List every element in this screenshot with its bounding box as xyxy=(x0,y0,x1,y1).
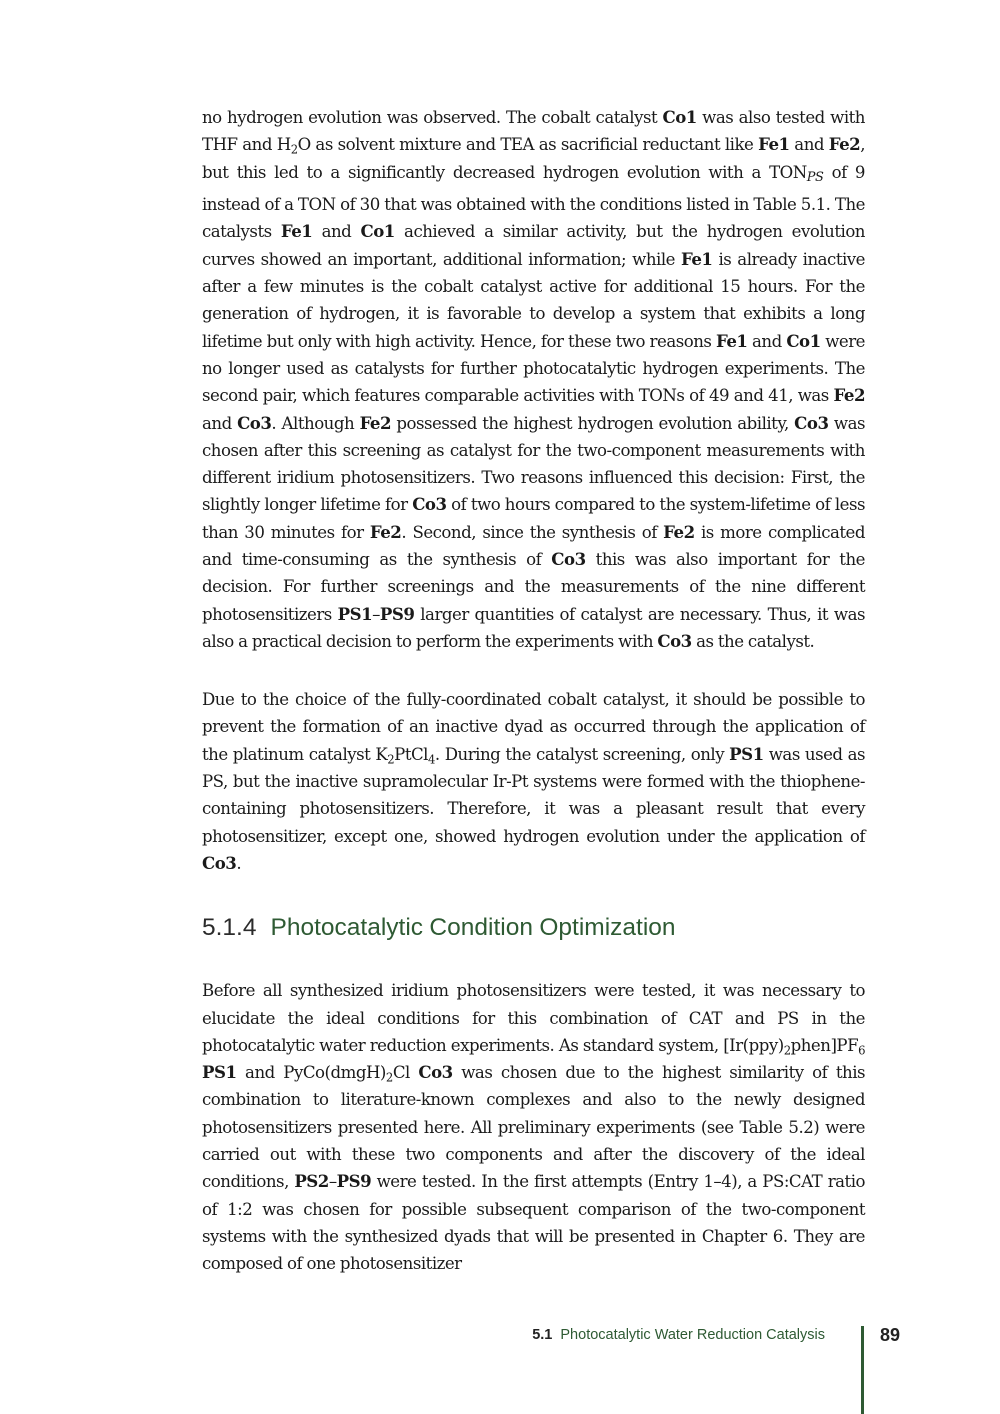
subscript: 4 xyxy=(428,752,435,767)
subscript: 6 xyxy=(858,1043,865,1058)
bold-term: PS9 xyxy=(379,603,415,624)
bold-term: PS2 xyxy=(294,1171,329,1192)
subscript: 2 xyxy=(385,1070,393,1085)
paragraph: no hydrogen evolution was observed. The cobalt catalyst Co1 was also tested with THF and $H_2O$ as solvent mixture and TEA as sacrificial reductant like Fe1 and Fe2, but this led to a significantly decreased hydrogen evolution with a TONPS of 9 instead of a TON of 30 that was obtained with the conditions listed in Table 5.1. The catalysts Fe1 and Co1 achieved a similar activity, but the hydrogen evolution curves showed an important, additional information; while Fe1 is already inactive after a few minutes is the cobalt catalyst active for additional 15 hours. For the generation of hydrogen, it is favorable to develop a system that exhibits a long lifetime but only with high activity. Hence, for these two reasons Fe1 and Co1 were no longer used as catalysts for further photocatalytic hydrogen experiments. The second pair, which features comparable activities with TONs of 49 and 41, was Fe2 and Co3. Although Fe2 possessed the highest hydrogen evolution ability, Co3 was chosen after this screening as catalyst for the two-component measurements with different iridium photosensitizers. Two reasons influenced this decision: First, the slightly longer lifetime for Co3 of two hours compared to the system-lifetime of less than 30 minutes for Fe2. Second, since the synthesis of Fe2 is more complicated and time-consuming as the synthesis of Co3 this was also important for the decision. For further screenings and the measurements of the nine different photosensitizers PS1–PS9 larger quantities of catalyst are necessary. Thus, it was also a practical decision to perform the experiments with Co3 as the catalyst. xyxy=(202,107,866,651)
footer-section-title: Photocatalytic Water Reduction Catalysis xyxy=(560,1327,825,1343)
bold-term: Fe2 xyxy=(369,521,402,542)
bold-term: Co1 xyxy=(360,221,395,242)
bold-term: PS1 xyxy=(337,603,373,624)
bold-term: Fe2 xyxy=(828,134,861,155)
running-footer xyxy=(532,1327,825,1343)
bold-term: Fe2 xyxy=(359,412,392,433)
bold-term: Co3 xyxy=(551,548,586,569)
bold-term: Co3 xyxy=(202,852,237,873)
bold-term: Fe1 xyxy=(280,221,313,242)
bold-term: Co3 xyxy=(657,630,692,651)
bold-term: Co1 xyxy=(786,330,821,351)
bold-term: Co3 xyxy=(412,494,447,515)
bold-term: Fe2 xyxy=(663,521,695,542)
paragraph: Before all synthesized iridium photosensitizers were tested, it was necessary to elucidate the ideal conditions for this combination of CAT and PS in the photocatalytic water reduction experiments. As standard system, $[Ir(ppy)_2phen]PF_6$ PS1 and $PyCo(dmgH)_2Cl$ Co3 was chosen due to the highest similarity of this combination to literature-known complexes and also to the newly designed photosensitizers presented here. All preliminary experiments (see Table 5.2) were carried out with these two components and after the discovery of the ideal conditions, PS2–PS9 were tested. In the first attempts (Entry 1–4), a PS:CAT ratio of 1:2 was chosen for possible subsequent comparison of the two-component systems with the synthesized dyads that will be presented in Chapter 6. They are composed of one photosensitizer xyxy=(202,981,866,1274)
section-number: 5.1.4 xyxy=(202,914,257,942)
page-number: 89 xyxy=(880,1325,901,1345)
bold-term: Co3 xyxy=(794,412,829,433)
bold-term: Co3 xyxy=(237,412,272,433)
bold-term: Co3 xyxy=(418,1062,453,1083)
section-heading xyxy=(202,913,865,943)
bold-term: Fe1 xyxy=(680,248,713,269)
bold-term: PS1 xyxy=(729,743,764,764)
page-body xyxy=(202,104,865,1278)
footer-divider xyxy=(861,1326,864,1414)
bold-term: Co1 xyxy=(662,107,697,127)
bold-term: Fe1 xyxy=(715,330,748,351)
bold-term: PS9 xyxy=(336,1171,372,1192)
subscript: 2 xyxy=(290,142,298,157)
paragraph: Due to the choice of the fully-coordinated cobalt catalyst, it should be possible to prevent the formation of an inactive dyad as occurred through the application of the platinum catalyst $K_2PtCl_4$. During the catalyst screening, only PS1 was used as PS, but the inactive supramolecular Ir-Pt systems were formed with the thiophene-containing photosensitizers. Therefore, it was a pleasant result that every photosensitizer, except one, showed hydrogen evolution under the application of Co3. xyxy=(202,690,866,873)
bold-term: Fe1 xyxy=(758,134,790,155)
footer-section-number: 5.1 xyxy=(532,1327,553,1343)
math-subscript: PS xyxy=(806,169,824,185)
section-title: Photocatalytic Condition Optimization xyxy=(270,914,676,942)
subscript: 2 xyxy=(387,752,395,767)
bold-term: Fe2 xyxy=(833,385,865,406)
subscript: 2 xyxy=(783,1043,791,1058)
bold-term: PS1 xyxy=(202,1062,237,1083)
